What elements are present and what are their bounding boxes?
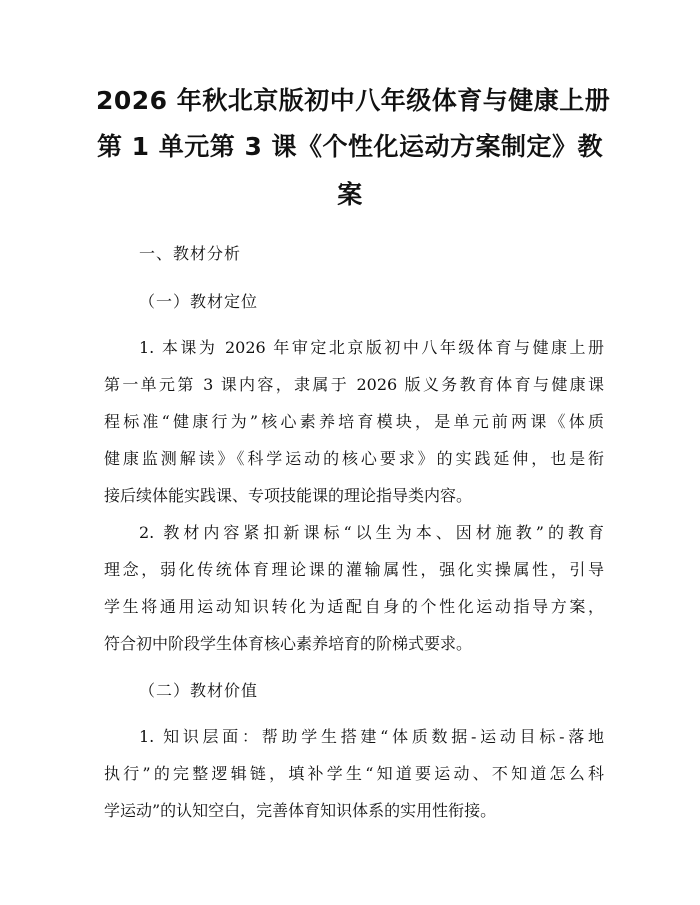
- paragraph-line: 执行”的完整逻辑链，填补学生“知道要运动、不知道怎么科: [104, 764, 604, 783]
- document-title-line-3: 案: [337, 180, 363, 209]
- paragraph-line: 1. 知识层面：帮助学生搭建“体质数据-运动目标-落地: [139, 727, 604, 746]
- document-title-line-1: 2026 年秋北京版初中八年级体育与健康上册: [96, 86, 611, 115]
- paragraph-positioning-2: [104, 523, 604, 654]
- paragraph-line: 1. 本课为 2026 年审定北京版初中八年级体育与健康上册: [139, 338, 604, 357]
- paragraph-line: 程标准“健康行为”核心素养培育模块，是单元前两课《体质: [104, 412, 604, 431]
- paragraph-value-1: [104, 727, 604, 821]
- paragraph-line: 符合初中阶段学生体育核心素养培育的阶梯式要求。: [104, 634, 473, 653]
- paragraph-line: 理念，弱化传统体育理论课的灌输属性，强化实操属性，引导: [104, 560, 604, 579]
- paragraph-positioning-1: [104, 338, 604, 506]
- paragraph-line: 学运动”的认知空白，完善体育知识体系的实用性衔接。: [104, 801, 497, 820]
- paragraph-line: 第一单元第 3 课内容，隶属于 2026 版义务教育体育与健康课: [104, 375, 604, 394]
- subsection-heading-material-value: （二）教材价值: [139, 681, 259, 700]
- paragraph-line: 2. 教材内容紧扣新课标“以生为本、因材施教”的教育: [139, 523, 604, 542]
- paragraph-line: 健康监测解读》《科学运动的核心要求》的实践延伸，也是衔: [104, 449, 604, 468]
- paragraph-line: 接后续体能实践课、专项技能课的理论指导类内容。: [104, 486, 473, 505]
- document-title-line-2: 第 1 单元第 3 课《个性化运动方案制定》教: [96, 132, 604, 161]
- subsection-heading-material-positioning: （一）教材定位: [139, 292, 259, 311]
- paragraph-line: 学生将通用运动知识转化为适配自身的个性化运动指导方案，: [104, 597, 604, 616]
- section-heading-material-analysis: 一、教材分析: [139, 244, 242, 263]
